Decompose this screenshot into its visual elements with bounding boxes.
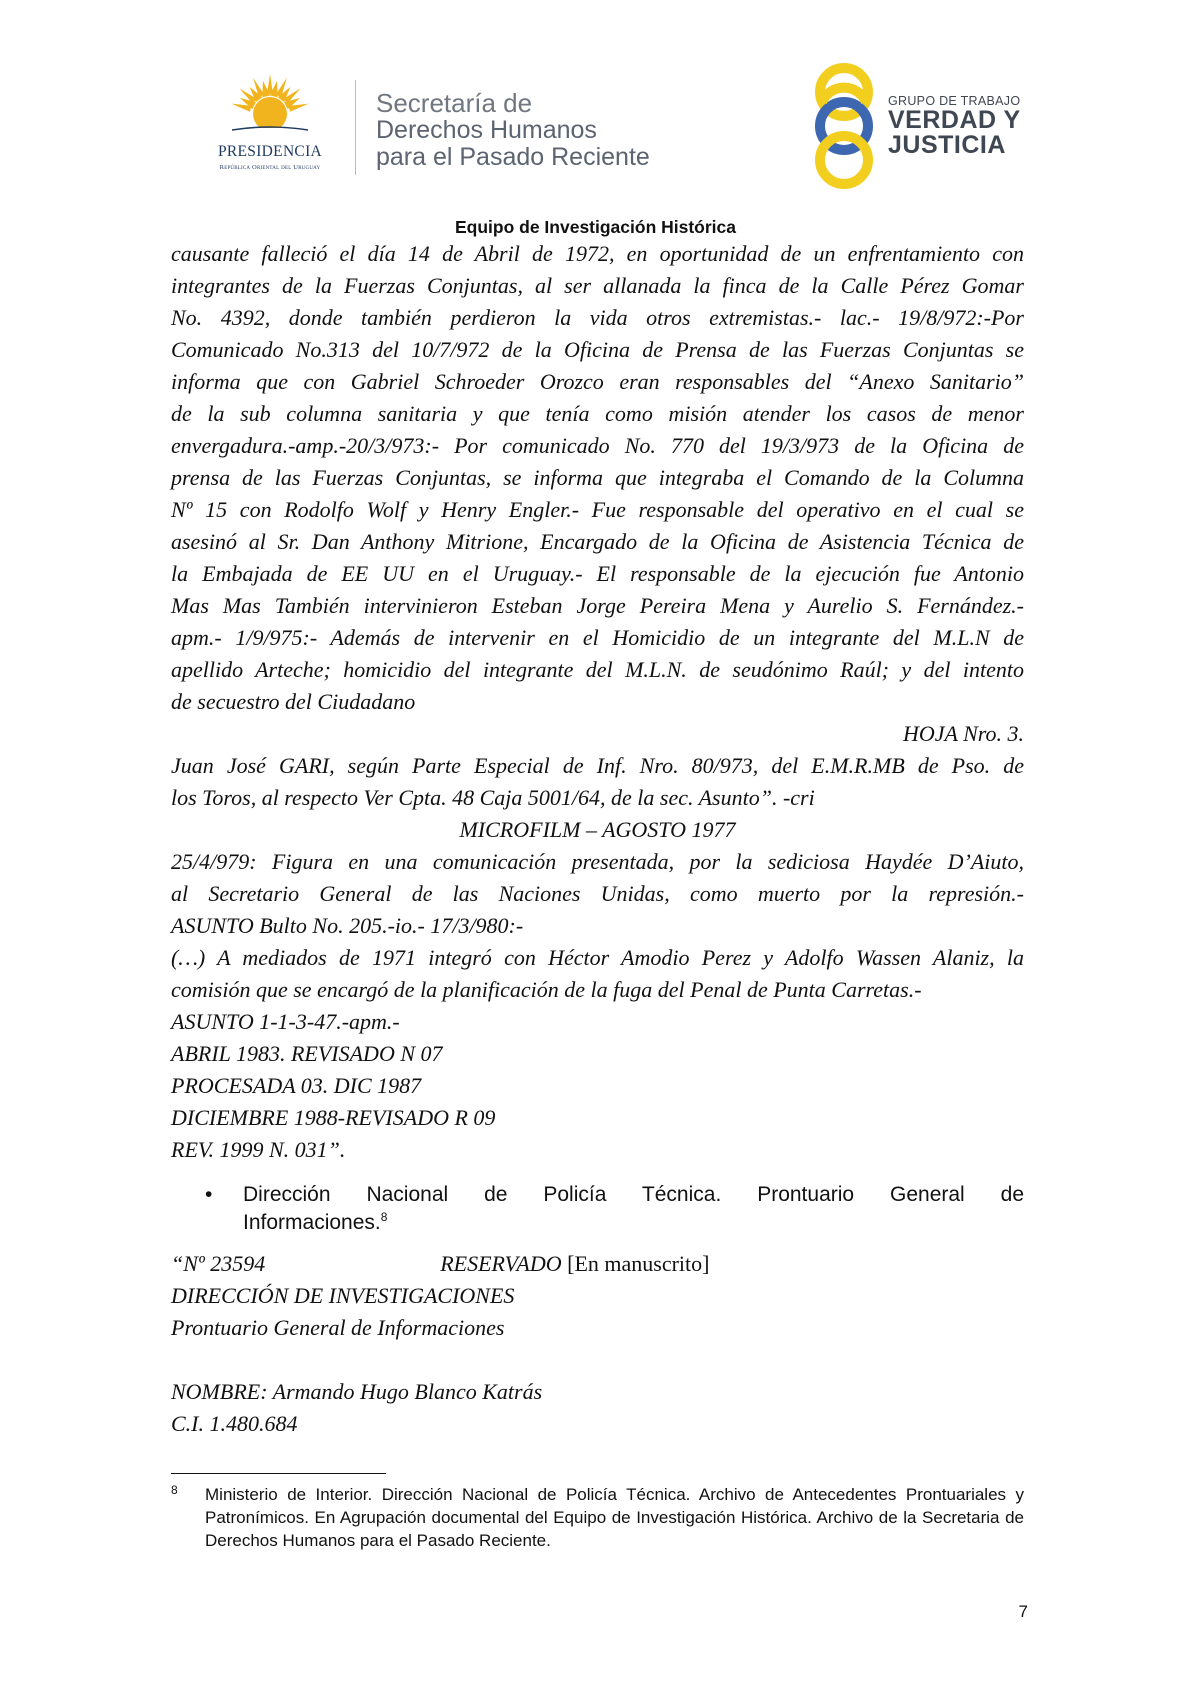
body-line: No. 4392, donde también perdieron la vida otros extremistas.- lac.- 19/8/972:-Por [171, 305, 1024, 330]
body-line: integrantes de la Fuerzas Conjuntas, al ser allanada la finca de la Calle Pérez Gomar [171, 273, 1024, 298]
footnote-reference[interactable]: 8 [380, 1210, 388, 1224]
body-line: los Toros, al respecto Ver Cpta. 48 Caja 5001/64, de la sec. Asunto”. -cri [171, 785, 815, 810]
grupo-de-trabajo-label: GRUPO DE TRABAJO [888, 94, 1021, 108]
body-line: la Embajada de EE UU en el Uruguay.- El responsable de la ejecución fue Antonio [171, 561, 1024, 586]
prontuario-header-line [171, 1248, 1024, 1280]
body-line: Juan José GARI, según Parte Especial de Inf. Nro. 80/973, del E.M.R.MB de Pso. de [171, 753, 1024, 778]
rings-icon [808, 62, 880, 190]
body-line: Mas Mas También intervinieron Esteban Jorge Pereira Mena y Aurelio S. Fernández.- [171, 593, 1024, 618]
body-line: Comunicado No.313 del 10/7/972 de la Oficina de Prensa de las Fuerzas Conjuntas se [171, 337, 1024, 362]
body-line: prensa de las Fuerzas Conjuntas, se informa que integraba el Comando de la Columna [171, 465, 1024, 490]
verdad-justicia-logo [808, 62, 1028, 190]
team-title: Equipo de Investigación Histórica [454, 217, 737, 237]
page-number: 7 [1018, 1602, 1028, 1621]
manuscrito-note: [En manuscrito] [567, 1251, 710, 1276]
body-line: apellido Arteche; homicidio del integrante del M.L.N. de seudónimo Raúl; y del intento [171, 657, 1024, 682]
body-line: de la sub columna sanitaria y que tenía como misión atender los casos de menor [171, 401, 1024, 426]
bullet-line: Informaciones. [243, 1211, 381, 1234]
verdad-justicia-wordmark [888, 94, 1021, 158]
body-line: de secuestro del Ciudadano [171, 689, 416, 714]
prontuario-block [171, 1248, 1024, 1440]
document-body [171, 238, 1024, 1166]
revision-line: REV. 1999 N. 031”. [171, 1137, 346, 1162]
body-line: asesinó al Sr. Dan Anthony Mitrione, Encargado de la Oficina de Asistencia Técnica de [171, 529, 1024, 554]
body-line: causante falleció el día 14 de Abril de 1972, en oportunidad de un enfrentamiento con [171, 241, 1024, 266]
verdad-y-label: VERDAD Y [888, 106, 1021, 134]
prontuario-number: “Nº 23594 [171, 1251, 266, 1276]
presidencia-subtitle: República Oriental del Uruguay [219, 164, 321, 171]
body-line: al Secretario General de las Naciones Unidas, como muerto por la represión.- [171, 881, 1024, 906]
justicia-label: JUSTICIA [888, 131, 1006, 159]
bullet-line-2 [243, 1209, 1024, 1237]
footnote-number: 8 [171, 1483, 178, 1497]
bullet-text [243, 1181, 1024, 1237]
secretaria-line-2: Derechos Humanos [376, 116, 597, 144]
revision-line: DICIEMBRE 1988-REVISADO R 09 [171, 1105, 496, 1130]
revision-line: PROCESADA 03. DIC 1987 [171, 1073, 422, 1098]
body-line: informa que con Gabriel Schroeder Orozco eran responsables del “Anexo Sanitario” [171, 369, 1024, 394]
reservado-label: RESERVADO [440, 1251, 562, 1276]
direccion-label: DIRECCIÓN DE INVESTIGACIONES [171, 1283, 515, 1308]
prontuario-title: Prontuario General de Informaciones [171, 1315, 505, 1340]
body-line: 25/4/979: Figura en una comunicación presentada, por la sediciosa Haydée D’Aiuto, [171, 849, 1024, 874]
bullet-line: Dirección Nacional de Policía Técnica. Prontuario General de [243, 1183, 1024, 1206]
secretaria-title [376, 90, 650, 171]
footnote-text: Ministerio de Interior. Dirección Nacional de Policía Técnica. Archivo de Antecedentes Prontuariales y Patronímicos. En Agrupación documental del Equipo de Investigación Histórica. Archivo de la Secretaria de Derechos Humanos para el Pasado Reciente. [205, 1485, 1024, 1550]
body-line: (…) A mediados de 1971 integró con Héctor Amodio Perez y Adolfo Wassen Alaniz, la [171, 945, 1024, 970]
sun-icon [228, 70, 312, 142]
hoja-label: HOJA Nro. 3. [903, 721, 1024, 746]
body-line: comisión que se encargó de la planificación de la fuga del Penal de Punta Carretas.- [171, 977, 922, 1002]
secretaria-line-1: Secretaría de [376, 88, 533, 118]
header-divider [355, 80, 356, 175]
presidencia-wordmark: PRESIDENCIA [217, 143, 323, 160]
page-header [0, 0, 1191, 200]
revision-line: ABRIL 1983. REVISADO N 07 [171, 1041, 443, 1066]
ci-line: C.I. 1.480.684 [171, 1411, 298, 1436]
blank-line [171, 1344, 1024, 1376]
nombre-line: NOMBRE: Armando Hugo Blanco Katrás [171, 1379, 543, 1404]
body-line: ASUNTO 1-1-3-47.-apm.- [171, 1009, 400, 1034]
body-line: Nº 15 con Rodolfo Wolf y Henry Engler.- Fue responsable del operativo en el cual se [171, 497, 1024, 522]
body-line: apm.- 1/9/975:- Además de intervenir en el Homicidio de un integrante del M.L.N de [171, 625, 1024, 650]
secretaria-line-3: para el Pasado Reciente [376, 143, 650, 171]
footnote-divider [171, 1473, 386, 1474]
bullet-icon: • [205, 1183, 213, 1206]
microfilm-label: MICROFILM – AGOSTO 1977 [459, 817, 736, 842]
body-line: ASUNTO Bulto No. 205.-io.- 17/3/980:- [171, 913, 524, 938]
body-line: envergadura.-amp.-20/3/973:- Por comunicado No. 770 del 19/3/973 de la Oficina de [171, 433, 1024, 458]
presidencia-logo [190, 70, 350, 180]
